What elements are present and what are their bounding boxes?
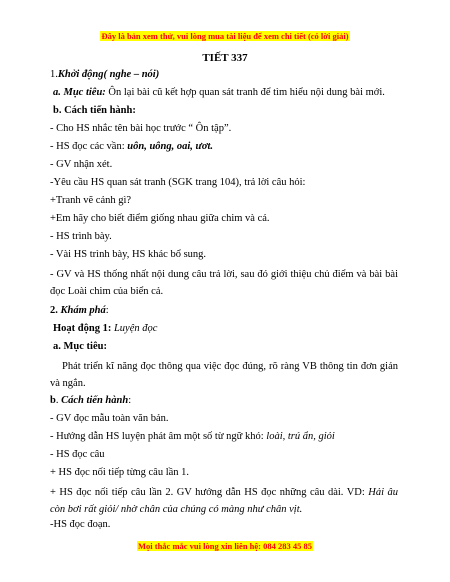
paragraph: -Yêu cầu HS quan sát tranh (SGK trang 104), trả lời câu hỏi:	[50, 177, 306, 188]
contact-banner: Mọi thắc mắc vui lòng xin liên hệ: 084 283 45 85	[137, 541, 312, 551]
activity-1-heading: Hoạt động 1: Luyện đọc	[53, 323, 158, 334]
paragraph: - GV và HS thống nhất nội dung câu trả lời, sau đó giới thiệu chủ điểm và bài bài đọc Loài chim của biển cả.	[50, 269, 398, 297]
paragraph: - HS đọc các vần: uôn, uông, oai, ươt.	[50, 141, 214, 152]
lesson-title: TIẾT 337	[202, 52, 248, 64]
section-1-procedure-label: b. Cách tiến hành:	[53, 105, 136, 116]
preview-banner: Đây là bản xem thử, vui lòng mua tài liệu để xem chi tiết (có lời giải)	[101, 31, 349, 41]
paragraph: - HS đọc câu	[50, 449, 105, 460]
section-1-objective: a. Mục tiêu: Ôn lại bài cũ kết hợp quan sát tranh để tìm hiểu nội dung bài mới.	[53, 87, 385, 98]
paragraph: - Vài HS trình bày, HS khác bổ sung.	[50, 249, 207, 260]
paragraph: +Em hãy cho biết điểm giống nhau giữa chim và cá.	[50, 213, 270, 224]
section-2-procedure-label: b. Cách tiến hành:	[50, 395, 132, 406]
paragraph: - GV nhận xét.	[50, 159, 113, 170]
paragraph: -HS đọc đoạn.	[50, 519, 111, 530]
paragraph: +Tranh vẽ cảnh gì?	[50, 195, 132, 206]
paragraph: - HS trình bày.	[50, 231, 112, 242]
paragraph: Phát triển kĩ năng đọc thông qua việc đọc đúng, rõ ràng VB thông tin đơn giản và ngắn.	[50, 361, 398, 389]
paragraph: + HS đọc nối tiếp câu lần 2. GV hướng dẫn HS đọc những câu dài. VD: Hải âu còn bơi rất giỏi/ nhờ chân của chúng có màng như chân vịt.	[50, 487, 399, 515]
paragraph: + HS đọc nối tiếp từng câu lần 1.	[50, 467, 190, 478]
section-2-objective-label: a. Mục tiêu:	[53, 341, 107, 352]
paragraph: - Cho HS nhắc tên bài học trước “ Ôn tập”.	[50, 123, 232, 134]
paragraph: - Hướng dẫn HS luyện phát âm một số từ ngữ khó: loài, trú ẩn, giỏi	[50, 431, 335, 442]
section-2-heading: 2. Khám phá:	[50, 305, 109, 316]
paragraph: - GV đọc mẫu toàn văn bản.	[50, 413, 169, 424]
section-1-heading: 1.Khởi động( nghe – nói)	[50, 69, 160, 80]
